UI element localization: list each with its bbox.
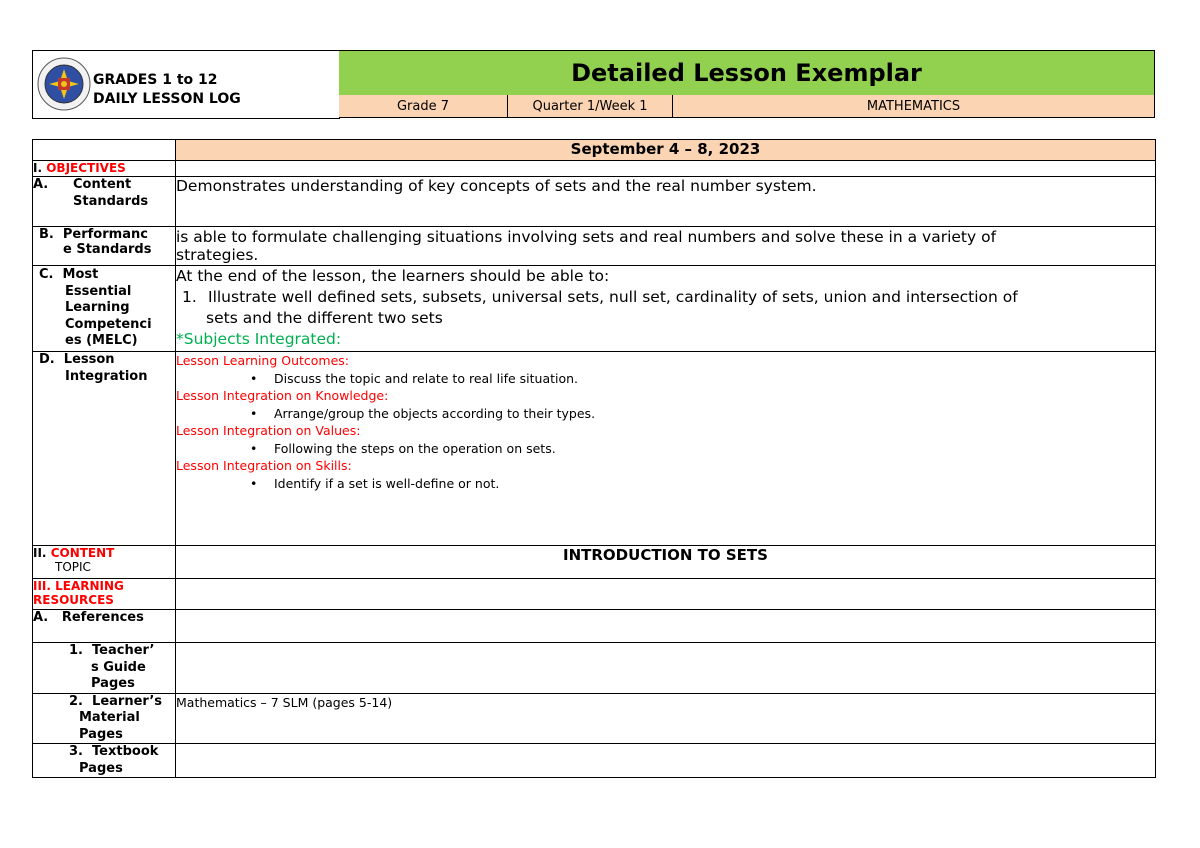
teachers-guide-label-line1: 1. Teacher’ <box>69 643 155 658</box>
melc-label-line2: Essential <box>65 283 132 299</box>
lesson-integration-content <box>176 352 1156 546</box>
content-row <box>33 546 1156 579</box>
content-topic-label: TOPIC <box>55 560 91 574</box>
melc-label-line1: C. Most <box>39 267 99 282</box>
lesson-integration-label-line1: D. Lesson <box>39 352 115 367</box>
learners-material-label <box>33 693 176 744</box>
melc-item-line2: sets and the different two sets <box>206 309 443 327</box>
melc-label <box>33 266 176 352</box>
content-title: CONTENT <box>50 546 115 560</box>
teachers-guide-row <box>33 643 1156 694</box>
performance-standards-label-line2: e Standards <box>63 242 152 257</box>
learners-material-label-line1: 2. Learner’s <box>69 693 163 709</box>
content-standards-label <box>33 177 176 227</box>
textbook-label <box>33 744 176 778</box>
knowledge-heading: Lesson Integration on Knowledge: <box>176 388 389 403</box>
quarter-week-cell: Quarter 1/Week 1 <box>508 95 673 118</box>
content-roman: II. <box>33 546 47 560</box>
teachers-guide-label-line2: s Guide <box>91 659 146 675</box>
performance-standards-text <box>176 227 1156 266</box>
lesson-integration-label <box>33 352 176 546</box>
objectives-value-cell <box>176 161 1156 177</box>
outcomes-item: • Discuss the topic and relate to real life situation. <box>176 370 1155 388</box>
values-item: • Following the steps on the operation on sets. <box>176 440 1155 458</box>
textbook-label-line2: Pages <box>79 760 123 776</box>
learners-material-row <box>33 693 1156 744</box>
lesson-log-table <box>32 139 1156 778</box>
references-value-cell <box>176 610 1156 643</box>
content-standards-label-line2: Standards <box>73 194 149 209</box>
deped-seal-icon <box>37 57 91 111</box>
objectives-heading <box>33 161 176 177</box>
teachers-guide-value <box>176 643 1156 694</box>
performance-standards-text-line1: is able to formulate challenging situations involving sets and real numbers and solve these in a variety of <box>176 228 997 246</box>
date-row <box>33 140 1156 161</box>
content-standards-label-wrap <box>33 177 175 192</box>
lesson-date: September 4 – 8, 2023 <box>176 140 1156 161</box>
skills-heading: Lesson Integration on Skills: <box>176 458 352 473</box>
melc-label-line4: Competenci <box>65 316 152 332</box>
outcomes-heading: Lesson Learning Outcomes: <box>176 353 350 368</box>
objectives-roman: I. <box>33 161 43 175</box>
subjects-integrated-label: *Subjects Integrated: <box>176 330 342 348</box>
skills-item: • Identify if a set is well-define or not. <box>176 475 1155 493</box>
grade-cell: Grade 7 <box>339 95 508 118</box>
references-row <box>33 610 1156 643</box>
learners-material-value: Mathematics – 7 SLM (pages 5-14) <box>176 693 1156 744</box>
melc-label-line5: es (MELC) <box>65 333 138 348</box>
melc-text <box>176 266 1156 352</box>
content-heading-line <box>33 546 175 560</box>
teachers-guide-label <box>33 643 176 694</box>
lesson-integration-row <box>33 352 1156 546</box>
topic-title: INTRODUCTION TO SETS <box>176 546 1156 579</box>
textbook-value <box>176 744 1156 778</box>
content-standards-letter: A. <box>33 177 49 192</box>
date-row-label-cell <box>33 140 176 161</box>
melc-item-1 <box>176 287 1155 308</box>
content-standards-label-line1: Content <box>73 177 132 192</box>
melc-label-line3: Learning <box>65 300 130 315</box>
learning-resources-heading-line1: III. LEARNING <box>33 579 124 593</box>
learning-resources-heading <box>33 579 176 610</box>
lesson-integration-label-line2: Integration <box>65 369 148 384</box>
content-standards-text: Demonstrates understanding of key concepts of sets and the real number system. <box>176 177 1156 227</box>
lesson-log-header <box>32 50 1156 119</box>
knowledge-item: • Arrange/group the objects according to their types. <box>176 405 1155 423</box>
melc-item-line1: Illustrate well defined sets, subsets, universal sets, null set, cardinality of sets, union and intersection of <box>208 288 1018 306</box>
melc-item-number: 1. <box>182 288 197 306</box>
document-title: Detailed Lesson Exemplar <box>339 50 1155 96</box>
content-standards-row <box>33 177 1156 227</box>
performance-standards-label-line1: B. Performanc <box>39 227 148 242</box>
learning-resources-value-cell <box>176 579 1156 610</box>
textbook-label-line1: 3. Textbook <box>69 744 159 759</box>
teachers-guide-label-line3: Pages <box>91 676 135 691</box>
subject-cell: MATHEMATICS <box>673 95 1155 118</box>
textbook-row <box>33 744 1156 778</box>
performance-standards-text-line2: strategies. <box>176 246 259 264</box>
objectives-row <box>33 161 1156 177</box>
melc-intro: At the end of the lesson, the learners should be able to: <box>176 267 610 285</box>
header-grades-box <box>32 50 340 119</box>
learners-material-label-line2: Material <box>79 710 140 725</box>
references-label: A. References <box>33 610 176 643</box>
learning-resources-row <box>33 579 1156 610</box>
learners-material-label-line3: Pages <box>79 726 123 742</box>
header-line-grades: GRADES 1 to 12 <box>93 72 218 88</box>
objectives-title: OBJECTIVES <box>46 161 126 175</box>
performance-standards-label <box>33 227 176 266</box>
performance-standards-row <box>33 227 1156 266</box>
melc-row <box>33 266 1156 352</box>
header-line-dll: DAILY LESSON LOG <box>93 91 241 107</box>
values-heading: Lesson Integration on Values: <box>176 423 361 438</box>
learning-resources-heading-line2: RESOURCES <box>33 593 114 607</box>
content-heading <box>33 546 176 579</box>
